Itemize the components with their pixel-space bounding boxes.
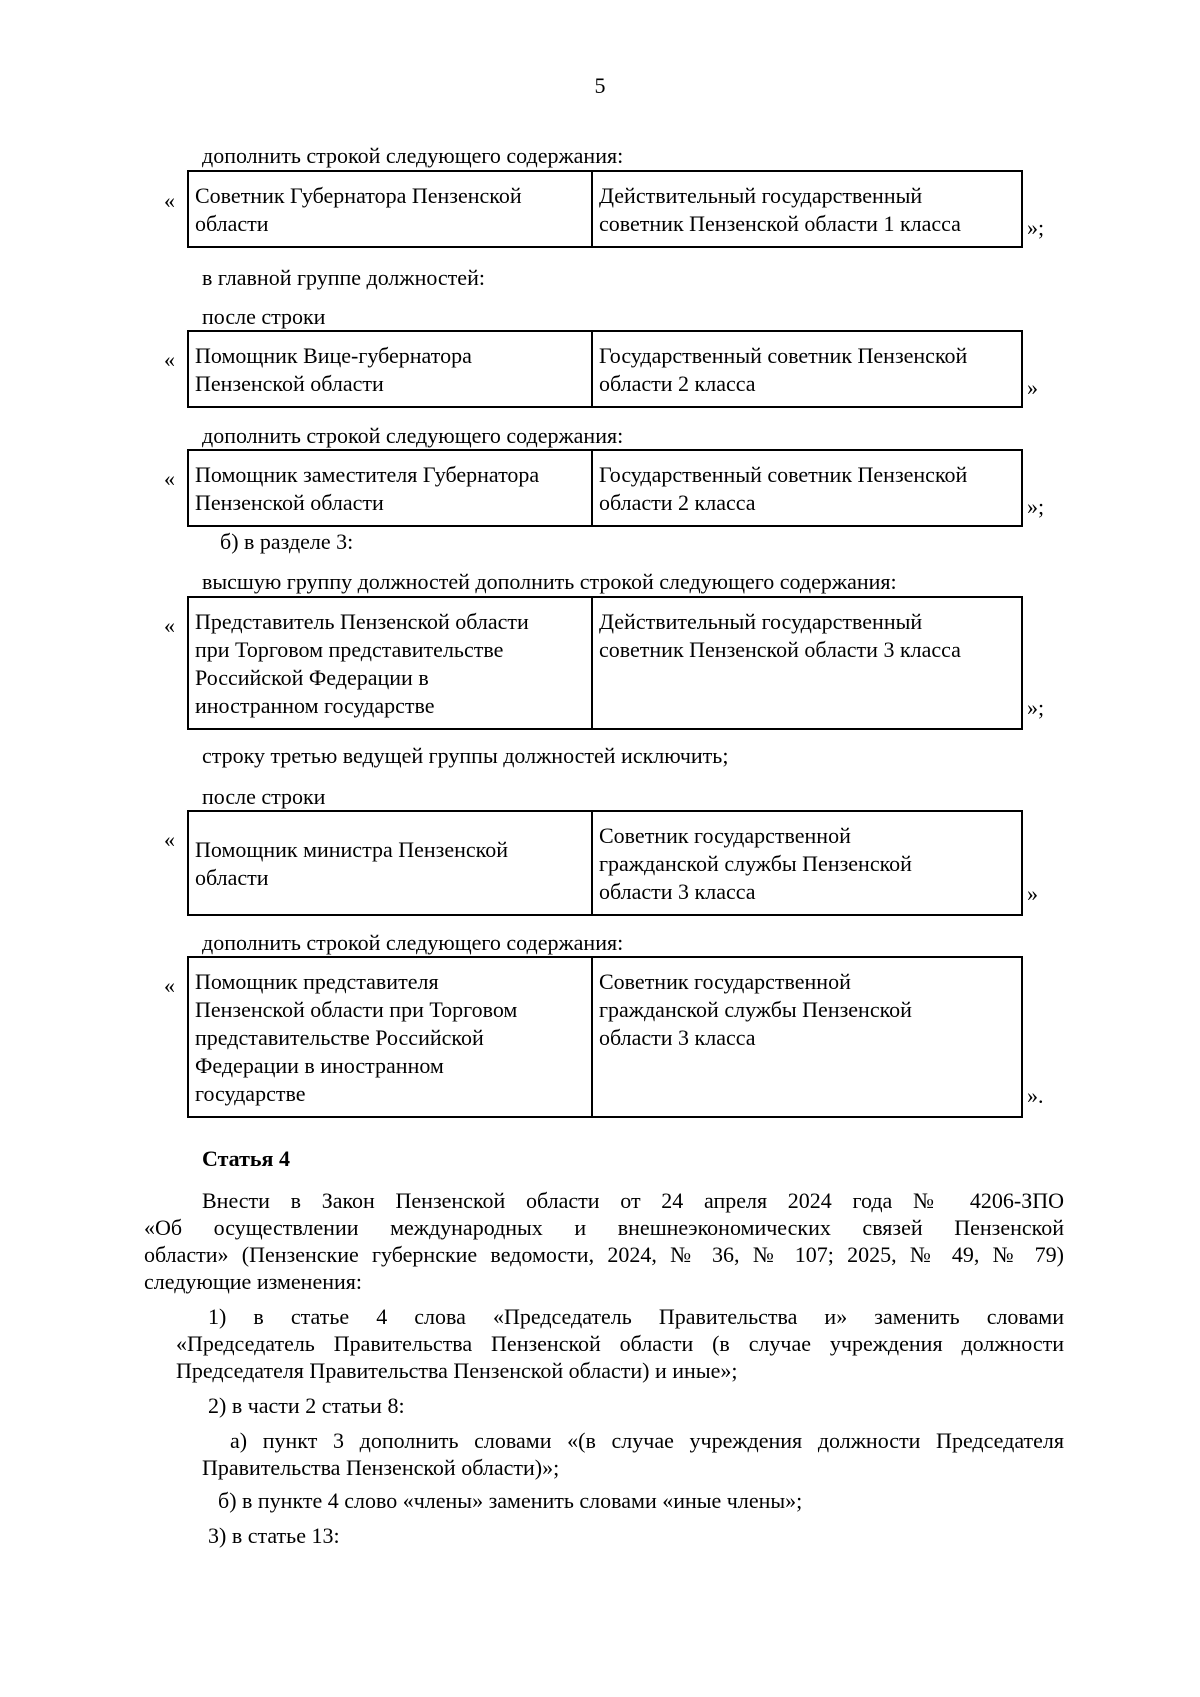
list-item: Председателя Правительства Пензенской области) и иные»;: [176, 1358, 738, 1383]
rank-cell: Действительный государственный советник Пензенской области 1 класса: [592, 171, 1022, 247]
insert-table-3: [187, 449, 1023, 527]
quote-open: «: [164, 613, 175, 638]
caption-higher-group: высшую группу должностей дополнить строкой следующего содержания:: [202, 569, 897, 594]
caption-after-row: после строки: [202, 304, 326, 329]
caption-section-3: б) в разделе 3:: [220, 529, 354, 554]
caption-after-row: после строки: [202, 784, 326, 809]
position-cell: Помощник представителя Пензенской области при Торговом представительстве Российской Федерации в иностранном государстве: [188, 957, 592, 1117]
rank-cell: Государственный советник Пензенской области 2 класса: [592, 450, 1022, 526]
list-item: 3) в статье 13:: [208, 1523, 340, 1548]
quote-open: «: [164, 973, 175, 998]
quote-open: «: [164, 827, 175, 852]
quote-open: «: [164, 188, 175, 213]
caption-main-group: в главной группе должностей:: [202, 265, 485, 290]
quote-close: »: [1027, 881, 1038, 906]
list-item: а) пункт 3 дополнить словами «(в случае учреждения должности Председателя: [230, 1428, 1064, 1453]
rank-cell: Советник государственной гражданской службы Пензенской области 3 класса: [592, 957, 1022, 1117]
quote-close: »: [1027, 375, 1038, 400]
table-row: [188, 597, 1022, 729]
table-row: [188, 957, 1022, 1117]
position-cell: Помощник Вице-губернатора Пензенской области: [188, 331, 592, 407]
paragraph-line: «Об осуществлении международных и внешнеэкономических связей Пензенской: [144, 1215, 1064, 1240]
table-row: [188, 450, 1022, 526]
insert-table-2: [187, 330, 1023, 408]
list-item: б) в пункте 4 слово «члены» заменить словами «иные члены»;: [218, 1488, 803, 1513]
insert-table-5: [187, 810, 1023, 916]
quote-open: «: [164, 347, 175, 372]
caption-add-row: дополнить строкой следующего содержания:: [202, 930, 624, 955]
list-item: 1) в статье 4 слова «Председатель Правительства и» заменить словами: [208, 1304, 1064, 1329]
quote-close: »;: [1027, 695, 1045, 720]
list-item: «Председатель Правительства Пензенской области (в случае учреждения должности: [176, 1331, 1064, 1356]
position-cell: Советник Губернатора Пензенской области: [188, 171, 592, 247]
quote-close: »;: [1027, 215, 1045, 240]
table-row: [188, 331, 1022, 407]
quote-open: «: [164, 466, 175, 491]
list-item: Правительства Пензенской области)»;: [202, 1455, 560, 1480]
caption-exclude-row: строку третью ведущей группы должностей исключить;: [202, 743, 729, 768]
rank-cell: Государственный советник Пензенской области 2 класса: [592, 331, 1022, 407]
paragraph-line: следующие изменения:: [144, 1269, 362, 1294]
table-row: [188, 171, 1022, 247]
quote-close: »;: [1027, 494, 1045, 519]
paragraph-line: области» (Пензенские губернские ведомости, 2024, № 36, № 107; 2025, № 49, № 79): [144, 1242, 1064, 1267]
insert-table-1: [187, 170, 1023, 248]
rank-cell: Действительный государственный советник Пензенской области 3 класса: [592, 597, 1022, 729]
position-cell: Представитель Пензенской области при Торговом представительстве Российской Федерации в иностранном государстве: [188, 597, 592, 729]
rank-cell: Советник государственной гражданской службы Пензенской области 3 класса: [592, 811, 1022, 915]
position-cell: Помощник министра Пензенской области: [188, 811, 592, 915]
list-item: 2) в части 2 статьи 8:: [208, 1393, 405, 1418]
insert-table-6: [187, 956, 1023, 1118]
caption-add-row: дополнить строкой следующего содержания:: [202, 143, 624, 168]
article-heading: Статья 4: [202, 1146, 290, 1171]
position-cell: Помощник заместителя Губернатора Пензенской области: [188, 450, 592, 526]
quote-close: ».: [1027, 1083, 1044, 1108]
table-row: [188, 811, 1022, 915]
caption-add-row: дополнить строкой следующего содержания:: [202, 423, 624, 448]
paragraph-line: Внести в Закон Пензенской области от 24 апреля 2024 года № 4206-ЗПО: [202, 1188, 1064, 1213]
page-number: 5: [594, 73, 606, 98]
insert-table-4: [187, 596, 1023, 730]
